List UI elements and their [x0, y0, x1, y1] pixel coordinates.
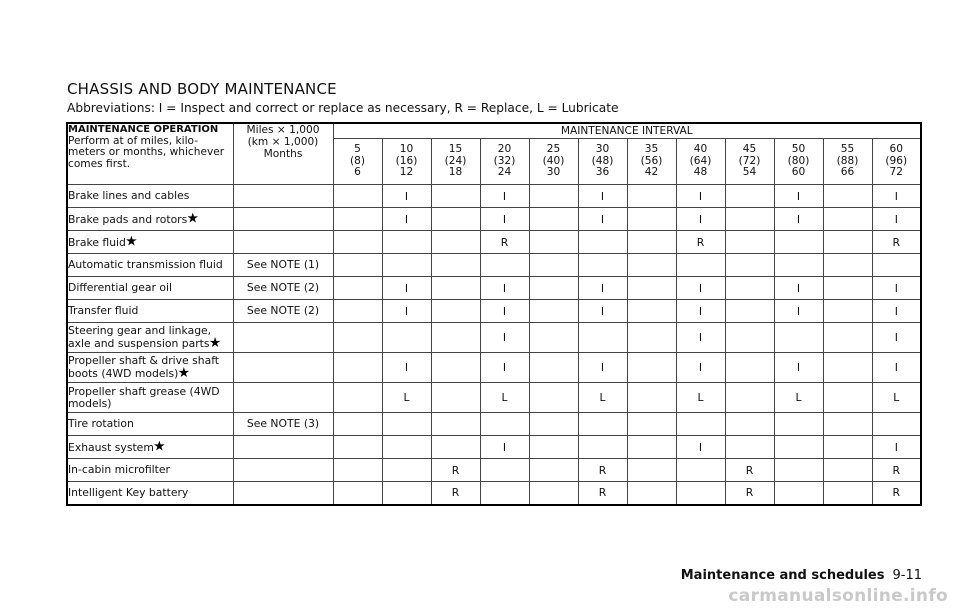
interval-mark-cell: I — [872, 185, 921, 208]
interval-mark-cell — [529, 459, 578, 482]
interval-miles: 50 — [791, 143, 806, 156]
operation-label: Propeller shaft grease (4WD models) — [68, 384, 220, 410]
interval-mark-cell: I — [480, 436, 529, 459]
interval-mark-cell — [529, 254, 578, 277]
star-icon — [126, 236, 137, 247]
watermark-logo: carmanualsonline.info — [728, 586, 948, 606]
interval-mark-cell — [480, 254, 529, 277]
note-cell: See NOTE (2) — [233, 277, 333, 300]
operation-cell — [67, 459, 233, 482]
interval-mark-cell — [578, 323, 627, 353]
star-icon — [187, 213, 198, 224]
interval-miles: 40 — [693, 143, 708, 156]
interval-km: (32) — [493, 154, 516, 167]
interval-mark-cell: I — [872, 277, 921, 300]
note-cell — [233, 383, 333, 413]
interval-mark-cell — [774, 459, 823, 482]
star-icon — [154, 441, 165, 452]
table-row — [67, 436, 921, 459]
interval-mark-cell — [725, 436, 774, 459]
operation-cell — [67, 383, 233, 413]
operation-label: In-cabin microfilter — [68, 463, 170, 476]
interval-mark-cell — [333, 185, 382, 208]
interval-mark-cell — [823, 459, 872, 482]
interval-mark-cell: I — [578, 277, 627, 300]
interval-months: 66 — [840, 166, 855, 179]
interval-mark-cell — [627, 277, 676, 300]
operation-cell — [67, 436, 233, 459]
table-row — [67, 185, 921, 208]
operation-label: Tire rotation — [68, 417, 134, 430]
interval-col-1 — [382, 139, 431, 185]
interval-miles: 35 — [644, 143, 659, 156]
operation-label: Brake pads and rotors — [68, 212, 188, 226]
interval-mark-cell: R — [872, 231, 921, 254]
note-cell — [233, 185, 333, 208]
interval-mark-cell: I — [872, 300, 921, 323]
miles-header-line2: (km × 1,000) — [247, 136, 319, 148]
operation-label: Automatic transmission fluid — [68, 258, 223, 271]
miles-header-line1: Miles × 1,000 — [246, 124, 320, 136]
interval-mark-cell: R — [725, 482, 774, 505]
interval-mark-cell — [578, 413, 627, 436]
interval-col-0 — [333, 139, 382, 185]
star-icon — [210, 337, 221, 348]
interval-months: 30 — [546, 166, 561, 179]
interval-mark-cell: L — [382, 383, 431, 413]
interval-mark-cell: I — [676, 208, 725, 231]
interval-mark-cell — [529, 383, 578, 413]
interval-mark-cell — [480, 459, 529, 482]
footer-page-number: 9-11 — [892, 568, 922, 583]
interval-mark-cell — [431, 353, 480, 383]
interval-mark-cell — [431, 413, 480, 436]
interval-mark-cell — [627, 353, 676, 383]
interval-mark-cell — [823, 208, 872, 231]
interval-miles: 15 — [448, 143, 463, 156]
interval-mark-cell: I — [872, 208, 921, 231]
interval-mark-cell — [774, 482, 823, 505]
interval-col-4 — [529, 139, 578, 185]
table-row — [67, 231, 921, 254]
interval-mark-cell — [774, 231, 823, 254]
page-title: CHASSIS AND BODY MAINTENANCE — [67, 80, 337, 98]
interval-mark-cell — [627, 231, 676, 254]
interval-mark-cell — [725, 277, 774, 300]
operation-cell — [67, 323, 233, 353]
table-row — [67, 208, 921, 231]
interval-mark-cell — [382, 254, 431, 277]
interval-mark-cell — [725, 383, 774, 413]
interval-mark-cell — [529, 300, 578, 323]
interval-mark-cell — [382, 436, 431, 459]
interval-mark-cell — [774, 413, 823, 436]
operation-label: Intelligent Key battery — [68, 485, 189, 499]
interval-mark-cell — [872, 413, 921, 436]
note-cell: See NOTE (2) — [233, 300, 333, 323]
interval-km: (24) — [444, 154, 467, 167]
operation-cell — [67, 277, 233, 300]
interval-mark-cell — [333, 231, 382, 254]
page-footer — [681, 568, 922, 583]
interval-months: 54 — [742, 166, 757, 179]
interval-mark-cell: I — [676, 436, 725, 459]
interval-col-3 — [480, 139, 529, 185]
interval-col-8 — [725, 139, 774, 185]
interval-mark-cell — [578, 436, 627, 459]
interval-mark-cell: L — [676, 383, 725, 413]
interval-mark-cell: I — [578, 208, 627, 231]
interval-mark-cell — [382, 482, 431, 505]
interval-mark-cell: R — [480, 231, 529, 254]
interval-mark-cell — [333, 254, 382, 277]
abbreviations-legend: Abbreviations: I = Inspect and correct or replace as necessary, R = Replace, L = Lubricate — [67, 101, 619, 115]
interval-mark-cell — [725, 300, 774, 323]
interval-mark-cell: L — [480, 383, 529, 413]
interval-mark-cell — [627, 459, 676, 482]
operation-label: Transfer fluid — [68, 304, 139, 317]
interval-months: 48 — [693, 166, 708, 179]
interval-months: 24 — [497, 166, 512, 179]
table-header-row — [67, 123, 921, 139]
interval-mark-cell — [774, 436, 823, 459]
operation-label: Steering gear and linkage, axle and suspension parts — [68, 324, 212, 350]
interval-mark-cell — [578, 231, 627, 254]
interval-km: (48) — [591, 154, 614, 167]
interval-mark-cell — [725, 231, 774, 254]
interval-mark-cell — [774, 323, 823, 353]
interval-mark-cell — [431, 277, 480, 300]
miles-header-cell — [233, 123, 333, 185]
interval-mark-cell: I — [480, 353, 529, 383]
note-cell — [233, 208, 333, 231]
interval-mark-cell — [676, 254, 725, 277]
interval-mark-cell — [725, 323, 774, 353]
interval-header: MAINTENANCE INTERVAL — [333, 123, 921, 139]
interval-months: 60 — [791, 166, 806, 179]
interval-mark-cell: I — [382, 277, 431, 300]
interval-mark-cell: I — [382, 300, 431, 323]
interval-mark-cell — [725, 185, 774, 208]
interval-mark-cell — [333, 482, 382, 505]
interval-mark-cell — [529, 413, 578, 436]
interval-mark-cell — [676, 459, 725, 482]
interval-miles: 20 — [497, 143, 512, 156]
interval-km: (96) — [885, 154, 908, 167]
interval-col-6 — [627, 139, 676, 185]
interval-months: 18 — [448, 166, 463, 179]
interval-mark-cell — [333, 277, 382, 300]
operation-cell — [67, 254, 233, 277]
interval-mark-cell: I — [676, 353, 725, 383]
table-row — [67, 353, 921, 383]
interval-mark-cell — [725, 353, 774, 383]
table-row — [67, 383, 921, 413]
interval-mark-cell — [627, 436, 676, 459]
note-cell — [233, 353, 333, 383]
interval-mark-cell — [431, 383, 480, 413]
interval-mark-cell: I — [676, 277, 725, 300]
interval-mark-cell: R — [725, 459, 774, 482]
interval-mark-cell — [823, 353, 872, 383]
interval-mark-cell — [774, 254, 823, 277]
interval-mark-cell: I — [578, 353, 627, 383]
interval-mark-cell: I — [872, 323, 921, 353]
interval-mark-cell: I — [872, 353, 921, 383]
interval-mark-cell: I — [774, 300, 823, 323]
operation-cell — [67, 231, 233, 254]
interval-mark-cell: I — [676, 323, 725, 353]
interval-miles: 60 — [889, 143, 904, 156]
interval-mark-cell — [725, 208, 774, 231]
interval-mark-cell — [431, 300, 480, 323]
interval-mark-cell — [627, 185, 676, 208]
interval-mark-cell: R — [872, 459, 921, 482]
interval-mark-cell: I — [676, 185, 725, 208]
interval-mark-cell — [333, 323, 382, 353]
interval-months: 72 — [889, 166, 904, 179]
interval-mark-cell: R — [578, 459, 627, 482]
interval-mark-cell: I — [480, 185, 529, 208]
interval-mark-cell: I — [774, 277, 823, 300]
interval-mark-cell: I — [774, 185, 823, 208]
interval-mark-cell — [480, 413, 529, 436]
operation-cell — [67, 185, 233, 208]
operation-cell — [67, 208, 233, 231]
interval-mark-cell — [382, 231, 431, 254]
interval-mark-cell — [333, 353, 382, 383]
interval-mark-cell: I — [480, 323, 529, 353]
interval-mark-cell — [529, 185, 578, 208]
interval-mark-cell — [627, 208, 676, 231]
operation-header-title: MAINTENANCE OPERATION — [68, 124, 219, 135]
operation-cell — [67, 353, 233, 383]
interval-col-5 — [578, 139, 627, 185]
interval-miles: 5 — [354, 143, 361, 156]
interval-mark-cell — [627, 482, 676, 505]
note-cell — [233, 482, 333, 505]
star-icon — [178, 367, 189, 378]
interval-mark-cell: I — [578, 185, 627, 208]
interval-mark-cell: R — [431, 482, 480, 505]
operation-header-desc: Perform at of miles, kilo- meters or months, whichever comes first. — [68, 134, 225, 170]
interval-mark-cell — [823, 254, 872, 277]
interval-mark-cell: I — [774, 208, 823, 231]
interval-km: (88) — [836, 154, 859, 167]
interval-months: 36 — [595, 166, 610, 179]
interval-mark-cell — [382, 323, 431, 353]
interval-months: 42 — [644, 166, 659, 179]
interval-mark-cell — [578, 254, 627, 277]
interval-mark-cell: I — [480, 208, 529, 231]
operation-label: Exhaust system — [68, 440, 154, 454]
interval-mark-cell — [382, 459, 431, 482]
interval-mark-cell: R — [578, 482, 627, 505]
interval-miles: 10 — [399, 143, 414, 156]
interval-mark-cell: I — [676, 300, 725, 323]
interval-mark-cell: R — [431, 459, 480, 482]
interval-miles: 55 — [840, 143, 855, 156]
operation-label: Brake fluid — [68, 235, 126, 249]
interval-mark-cell — [823, 323, 872, 353]
interval-mark-cell — [725, 254, 774, 277]
interval-km: (72) — [738, 154, 761, 167]
miles-header-line3: Months — [263, 148, 303, 160]
interval-mark-cell: L — [578, 383, 627, 413]
interval-mark-cell — [431, 185, 480, 208]
interval-col-11 — [872, 139, 921, 185]
operation-cell — [67, 482, 233, 505]
interval-mark-cell — [529, 277, 578, 300]
interval-km: (40) — [542, 154, 565, 167]
interval-mark-cell — [823, 482, 872, 505]
table-row — [67, 413, 921, 436]
interval-mark-cell — [529, 436, 578, 459]
interval-mark-cell — [529, 323, 578, 353]
table-row — [67, 323, 921, 353]
interval-mark-cell: L — [774, 383, 823, 413]
interval-km: (8) — [349, 154, 365, 167]
table-row — [67, 482, 921, 505]
interval-mark-cell — [823, 277, 872, 300]
interval-mark-cell — [676, 482, 725, 505]
note-cell — [233, 323, 333, 353]
note-cell — [233, 231, 333, 254]
interval-mark-cell — [823, 300, 872, 323]
interval-mark-cell — [333, 413, 382, 436]
table-row — [67, 277, 921, 300]
interval-mark-cell — [627, 254, 676, 277]
interval-mark-cell — [627, 413, 676, 436]
interval-mark-cell: I — [578, 300, 627, 323]
interval-mark-cell — [333, 208, 382, 231]
interval-mark-cell: I — [872, 436, 921, 459]
interval-mark-cell: I — [382, 185, 431, 208]
interval-mark-cell — [529, 208, 578, 231]
table-row — [67, 254, 921, 277]
table-row — [67, 459, 921, 482]
interval-km: (80) — [787, 154, 810, 167]
operation-label: Brake lines and cables — [68, 189, 190, 202]
interval-mark-cell — [823, 185, 872, 208]
footer-section: Maintenance and schedules — [680, 568, 885, 583]
interval-mark-cell — [529, 482, 578, 505]
interval-miles: 45 — [742, 143, 757, 156]
operation-label: Propeller shaft & drive shaft boots (4WD models) — [68, 354, 220, 380]
interval-mark-cell — [480, 482, 529, 505]
interval-mark-cell — [823, 383, 872, 413]
interval-mark-cell — [333, 300, 382, 323]
interval-col-7 — [676, 139, 725, 185]
interval-mark-cell: R — [872, 482, 921, 505]
note-cell — [233, 436, 333, 459]
interval-mark-cell — [872, 254, 921, 277]
interval-mark-cell — [529, 231, 578, 254]
interval-mark-cell: L — [872, 383, 921, 413]
note-cell — [233, 459, 333, 482]
interval-mark-cell — [823, 413, 872, 436]
interval-km: (16) — [395, 154, 418, 167]
interval-months: 12 — [399, 166, 414, 179]
interval-mark-cell — [333, 436, 382, 459]
maintenance-table — [66, 122, 922, 506]
interval-mark-cell — [333, 383, 382, 413]
interval-mark-cell: I — [480, 300, 529, 323]
interval-mark-cell — [431, 254, 480, 277]
interval-mark-cell — [431, 231, 480, 254]
interval-miles: 30 — [595, 143, 610, 156]
interval-mark-cell — [333, 459, 382, 482]
note-cell: See NOTE (3) — [233, 413, 333, 436]
interval-col-2 — [431, 139, 480, 185]
interval-mark-cell — [725, 413, 774, 436]
interval-mark-cell — [627, 300, 676, 323]
interval-miles: 25 — [546, 143, 561, 156]
interval-km: (56) — [640, 154, 663, 167]
interval-col-10 — [823, 139, 872, 185]
interval-mark-cell: I — [480, 277, 529, 300]
interval-col-9 — [774, 139, 823, 185]
operation-cell — [67, 300, 233, 323]
interval-mark-cell: I — [382, 208, 431, 231]
interval-months: 6 — [354, 166, 361, 179]
interval-mark-cell — [431, 208, 480, 231]
interval-mark-cell — [431, 323, 480, 353]
interval-mark-cell — [382, 413, 431, 436]
interval-mark-cell: I — [774, 353, 823, 383]
interval-mark-cell — [823, 436, 872, 459]
interval-mark-cell — [431, 436, 480, 459]
interval-mark-cell — [627, 383, 676, 413]
interval-mark-cell — [823, 231, 872, 254]
interval-km: (64) — [689, 154, 712, 167]
interval-mark-cell: R — [676, 231, 725, 254]
interval-mark-cell: I — [382, 353, 431, 383]
operation-cell — [67, 413, 233, 436]
interval-mark-cell — [529, 353, 578, 383]
operation-label: Differential gear oil — [68, 281, 172, 294]
operation-header-cell — [67, 123, 233, 185]
interval-mark-cell — [627, 323, 676, 353]
table-row — [67, 300, 921, 323]
interval-mark-cell — [676, 413, 725, 436]
note-cell: See NOTE (1) — [233, 254, 333, 277]
